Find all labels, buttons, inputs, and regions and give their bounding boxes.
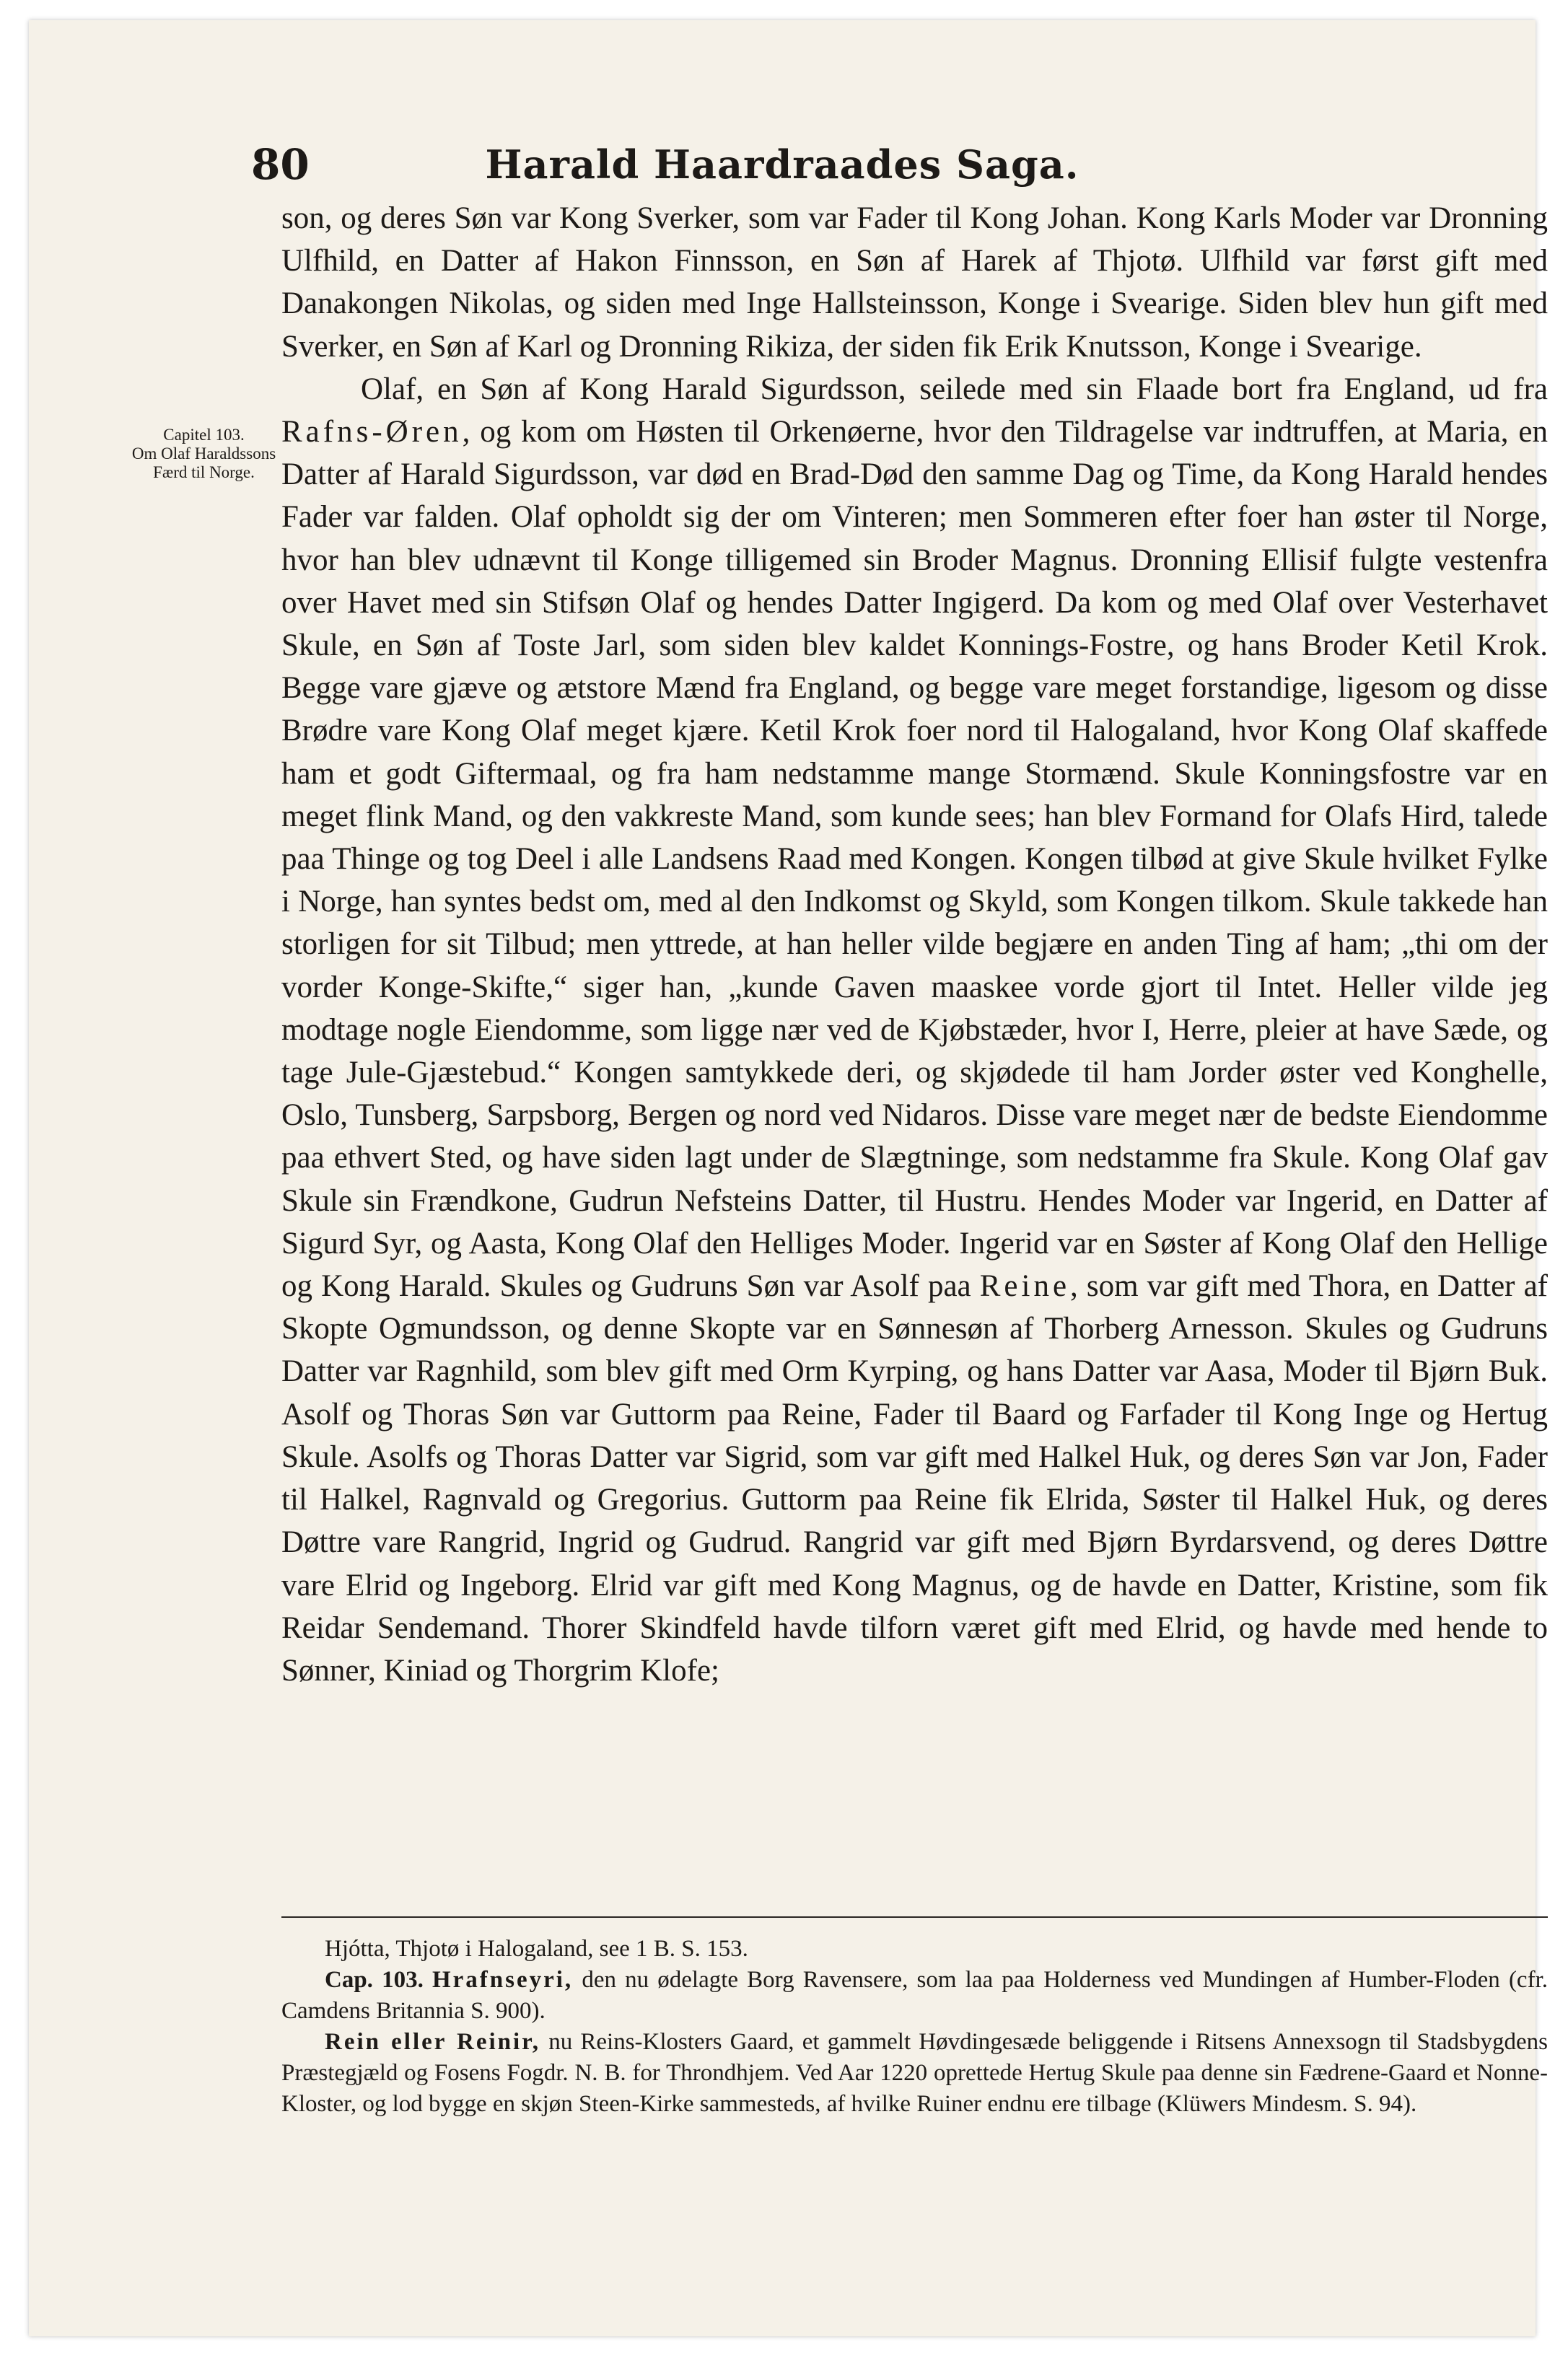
place-rafns-oren: Rafns-Øren <box>281 415 463 450</box>
marginal-note <box>130 426 278 482</box>
footnote-3-text: nu Reins-Klosters Gaard, et gammelt Høvdingesæde beliggende i Ritsens Annexsogn til Stadsbygdens Præstegjæld og Fosens Fogdr. N. B. for Throndhjem. Ved Aar 1220 oprettede Hertug Skule paa denne sin Fædrene-Gaard et Nonne-Kloster, og lod bygge en skjøn Steen-Kirke sammesteds, af hvilke Ruiner endnu ere tilbage (Klüwers Mindesm. S. 94). <box>281 2029 1549 2117</box>
paragraph-2-part-b: , og kom om Høsten til Orkenøerne, hvor den Tildragelse var indtruffen, at Maria, en Datter af Harald Sigurdsson, var død en Brad-Død den samme Dag og Time, da Kong Harald hendes Fader var falden. Olaf opholdt sig der om Vinteren; men Sommeren efter foer han øster til Norge, hvor han blev udnævnt til Konge tilligemed sin Broder Magnus. Dronning Ellisif fulgte vestenfra over Havet med sin Stifsøn Olaf og hendes Datter Ingigerd. Da kom og med Olaf over Vesterhavet Skule, en Søn af Toste Jarl, som siden blev kaldet Konnings-Fostre, og hans Broder Ketil Krok. Begge vare gjæve og ætstore Mænd fra England, og begge vare meget forstandige, ligesom og disse Brødre vare Kong Olaf meget kjære. Ketil Krok foer nord til Halogaland, hvor Kong Olaf skaffede ham et godt Giftermaal, og fra ham nedstamme mange Stormænd. Skule Konningsfostre var en meget flink Mand, og den vakkreste Mand, som kunde sees; han blev Formand for Olafs Hird, talede paa Thinge og tog Deel i alle Landsens Raad med Kongen. Kongen tilbød at give Skule hvilket Fylke i Norge, han syntes bedst om, med al den Indkomst og Skyld, som Kongen tilkom. Skule takkede han storligen for sit Tilbud; men yttrede, at han heller vilde begjære en anden Ting af ham; „thi om der vorder Konge-Skifte,“ siger han, „kunde Gaven maaskee vorde gjort til Intet. Heller vilde jeg modtage nogle Eiendomme, som ligge nær ved de Kjøbstæder, hvor I, Herre, pleier at have Sæde, og tage Jule-Gjæstebud.“ Kongen samtykkede deri, og skjødede til ham Jorder øster ved Konghelle, Oslo, Tunsberg, Sarpsborg, Bergen og nord ved Nidaros. Disse vare meget nær de bedste Eiendomme paa ethvert Sted, og have siden lagt under de Slægtninge, som nedstamme fra Skule. Kong Olaf gav Skule sin Frændkone, Gudrun Nefsteins Datter, til Hustru. Hendes Moder var Ingerid, en Datter af Sigurd Syr, og Aasta, Kong Olaf den Helliges Moder. Ingerid var en Søster af Kong Olaf den Hellige og Kong Harald. Skules og Gudruns Søn var Asolf paa <box>281 415 1548 1304</box>
main-text <box>281 197 1548 1692</box>
footnote-divider <box>281 1916 1548 1918</box>
footnotes <box>281 1934 1548 2120</box>
footnote-1: Hjótta, Thjotø i Halogaland, see 1 B. S. 153. <box>325 1936 748 1962</box>
page-header <box>29 136 1536 193</box>
footnote-2-text: den nu ødelagte Borg Ravensere, som laa paa Holderness ved Mundingen af Humber-Floden (cfr. Camdens Britannia S. 900). <box>281 1967 1548 2024</box>
footnote-3-lead: Rein eller Reinir, <box>325 2029 541 2055</box>
book-page <box>29 20 1549 2336</box>
page-number: 80 <box>251 140 310 189</box>
marginal-chapter: Capitel 103. <box>163 426 245 444</box>
footnote-3 <box>281 2027 1548 2120</box>
footnote-2-label: Cap. 103. <box>325 1967 424 1993</box>
place-reine: Reine <box>979 1269 1071 1304</box>
running-title: Harald Haardraades Saga. <box>485 141 1079 188</box>
paragraph-1: son, og deres Søn var Kong Sverker, som var Fader til Kong Johan. Kong Karls Moder var Dronning Ulfhild, en Datter af Hakon Finnsson, en Søn af Harek af Thjotø. Ulfhild var først gift med Danakongen Nikolas, og siden med Inge Hallsteinsson, Konge i Svearige. Siden blev hun gift med Sverker, en Søn af Karl og Dronning Rikiza, der siden fik Erik Knutsson, Konge i Svearige. <box>281 201 1548 364</box>
footnote-2 <box>281 1965 1548 2027</box>
marginal-summary: Om Olaf Haraldssons Færd til Norge. <box>131 444 276 481</box>
paragraph-2-part-c: , som var gift med Thora, en Datter af Skopte Ogmundsson, og denne Skopte var en Sønnesøn af Thorberg Arnesson. Skules og Gudruns Datter var Ragnhild, som blev gift med Orm Kyrping, og hans Datter var Aasa, Moder til Bjørn Buk. Asolf og Thoras Søn var Guttorm paa Reine, Fader til Baard og Farfader til Kong Inge og Hertug Skule. Asolfs og Thoras Datter var Sigrid, som var gift med Halkel Huk, og deres Søn var Jon, Fader til Halkel, Ragnvald og Gregorius. Guttorm paa Reine fik Elrida, Søster til Halkel Huk, og deres Døttre vare Rangrid, Ingrid og Gudrud. Rangrid var gift med Bjørn Byrdarsvend, og deres Døttre vare Elrid og Ingeborg. Elrid var gift med Kong Magnus, og de havde en Datter, Kristine, som fik Reidar Sendemand. Thorer Skindfeld havde tilforn været gift med Elrid, og havde med hende to Sønner, Kiniad og Thorgrim Klofe; <box>281 1269 1548 1688</box>
paragraph-2 <box>281 368 1548 1692</box>
footnote-2-lead: Hrafnseyri, <box>432 1967 574 1993</box>
paragraph-2-part-a: Olaf, en Søn af Kong Harald Sigurdsson, seilede med sin Flaade bort fra England, ud fra <box>361 372 1548 406</box>
